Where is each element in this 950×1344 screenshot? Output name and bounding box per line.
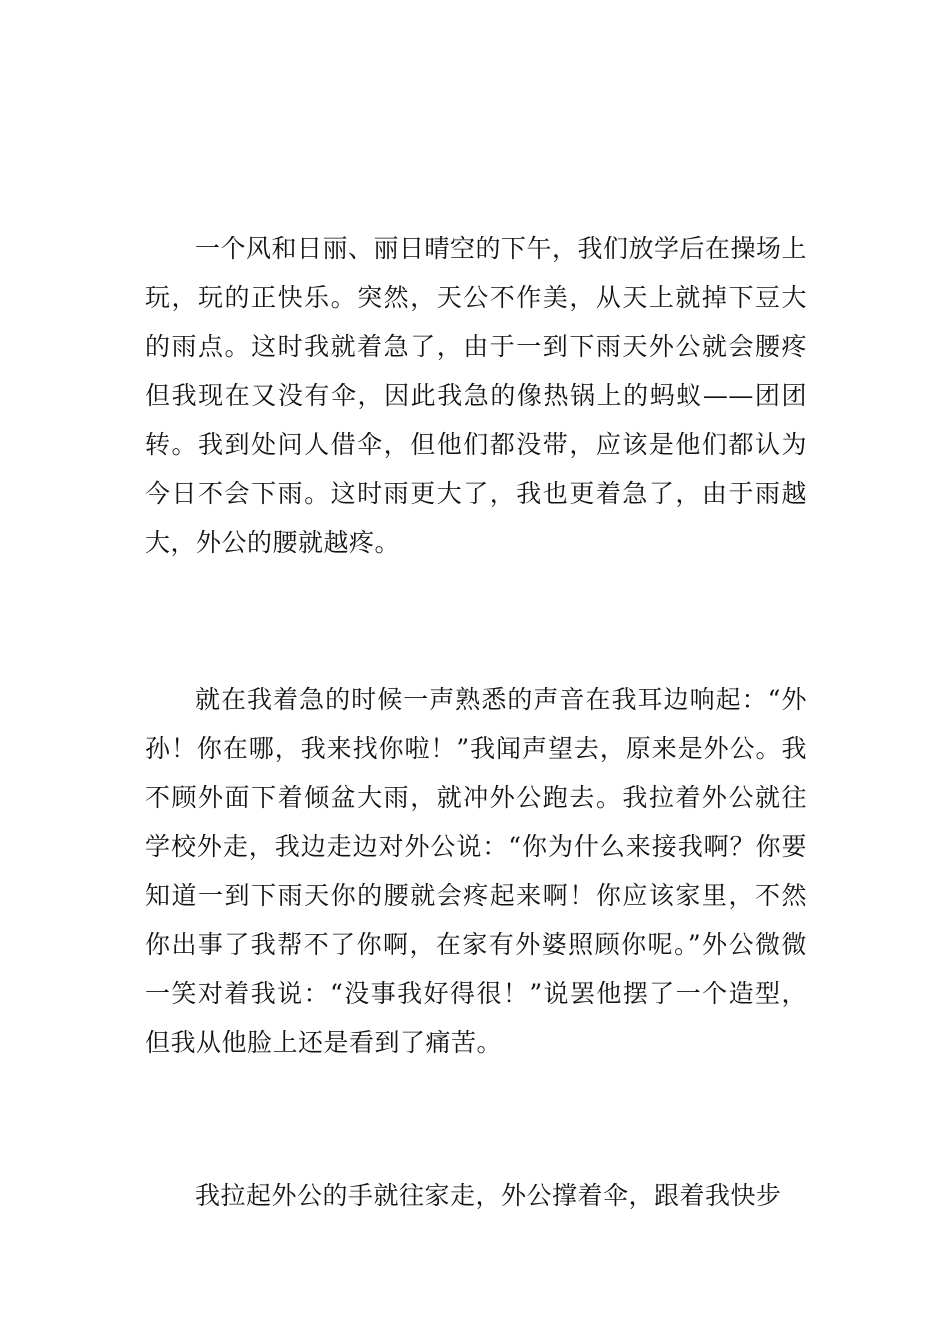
paragraph-1: 一个风和日丽、丽日晴空的下午，我们放学后在操场上玩，玩的正快乐。突然，天公不作美，从天上就掉下豆大的雨点。这时我就着急了，由于一到下雨天外公就会腰疼但我现在又没有伞，因此我急的像热锅上的蚂蚁——团团转。我到处问人借伞，但他们都没带，应该是他们都认为今日不会下雨。这时雨更大了，我也更着急了，由于雨越大，外公的腰就越疼。 <box>145 234 808 557</box>
paragraph-3: 我拉起外公的手就往家走，外公撑着伞，跟着我快步 <box>195 1181 782 1210</box>
paragraph-2: 就在我着急的时候一声熟悉的声音在我耳边响起：“外孙！你在哪，我来找你啦！”我闻声望去，原来是外公。我不顾外面下着倾盆大雨，就冲外公跑去。我拉着外公就往学校外走，我边走边对外公说：“你为什么来接我啊？你要知道一到下雨天你的腰就会疼起来啊！你应该家里，不然你出事了我帮不了你啊，在家有外婆照顾你呢。”外公微微一笑对着我说：“没事我好得很！”说罢他摆了一个造型，但我从他脸上还是看到了痛苦。 <box>145 685 807 1057</box>
